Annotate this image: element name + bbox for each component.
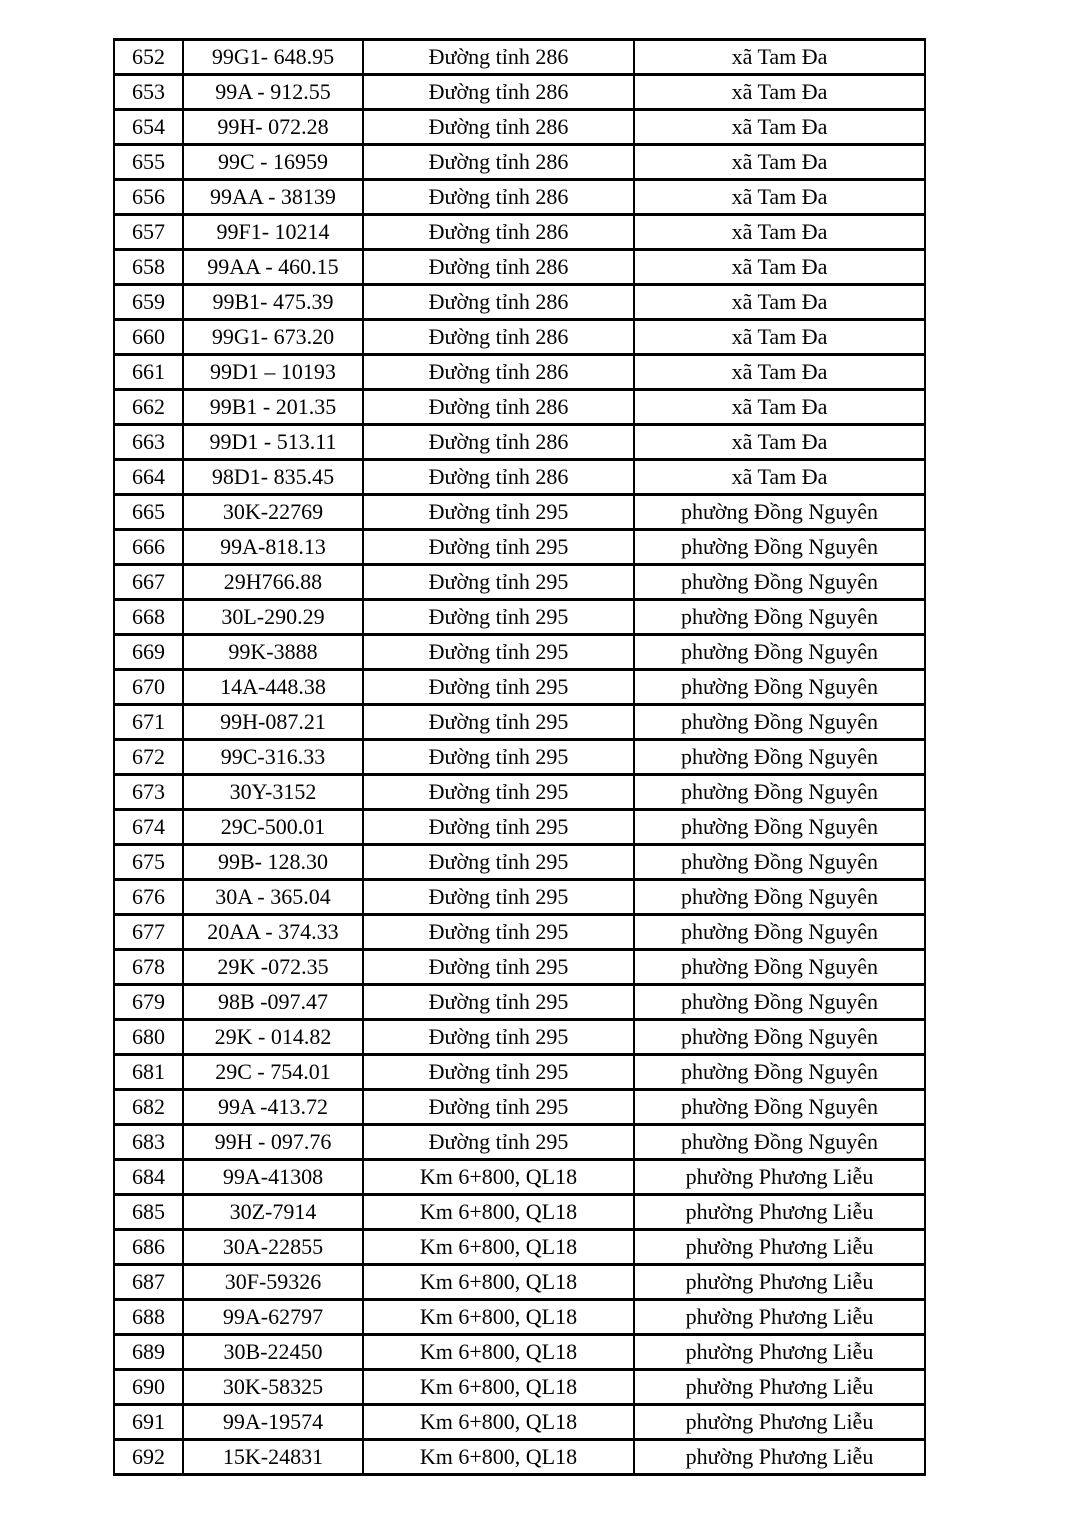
cell-location: xã Tam Đa	[634, 425, 925, 460]
cell-index: 659	[114, 285, 183, 320]
table-row	[114, 1405, 925, 1440]
cell-plate: 99K-3888	[183, 635, 363, 670]
cell-index: 666	[114, 530, 183, 565]
cell-location: phường Đồng Nguyên	[634, 1090, 925, 1125]
table-row	[114, 1195, 925, 1230]
cell-index: 683	[114, 1125, 183, 1160]
cell-road: Đường tỉnh 286	[363, 180, 634, 215]
cell-index: 681	[114, 1055, 183, 1090]
table-row	[114, 1020, 925, 1055]
cell-road: Đường tỉnh 295	[363, 705, 634, 740]
cell-road: Đường tỉnh 286	[363, 40, 634, 75]
cell-index: 676	[114, 880, 183, 915]
cell-road: Đường tỉnh 295	[363, 1020, 634, 1055]
cell-location: phường Đồng Nguyên	[634, 635, 925, 670]
cell-location: phường Đồng Nguyên	[634, 880, 925, 915]
cell-index: 677	[114, 915, 183, 950]
cell-index: 662	[114, 390, 183, 425]
cell-plate: 29C-500.01	[183, 810, 363, 845]
cell-plate: 99A - 912.55	[183, 75, 363, 110]
cell-road: Đường tỉnh 286	[363, 390, 634, 425]
cell-location: phường Đồng Nguyên	[634, 1055, 925, 1090]
table-row	[114, 495, 925, 530]
table-row	[114, 1335, 925, 1370]
cell-road: Km 6+800, QL18	[363, 1370, 634, 1405]
cell-road: Đường tỉnh 295	[363, 495, 634, 530]
cell-plate: 98B -097.47	[183, 985, 363, 1020]
table-row	[114, 390, 925, 425]
table-row	[114, 880, 925, 915]
cell-plate: 30A - 365.04	[183, 880, 363, 915]
vehicle-plate-table	[113, 38, 926, 1476]
cell-road: Km 6+800, QL18	[363, 1335, 634, 1370]
cell-plate: 99C-316.33	[183, 740, 363, 775]
cell-road: Đường tỉnh 295	[363, 775, 634, 810]
table-row	[114, 670, 925, 705]
cell-location: phường Đồng Nguyên	[634, 1125, 925, 1160]
cell-road: Km 6+800, QL18	[363, 1440, 634, 1475]
cell-location: phường Đồng Nguyên	[634, 985, 925, 1020]
cell-location: phường Đồng Nguyên	[634, 670, 925, 705]
cell-location: phường Phương Liễu	[634, 1335, 925, 1370]
cell-road: Km 6+800, QL18	[363, 1405, 634, 1440]
cell-road: Đường tỉnh 295	[363, 950, 634, 985]
table-row	[114, 460, 925, 495]
cell-location: xã Tam Đa	[634, 460, 925, 495]
cell-index: 655	[114, 145, 183, 180]
cell-road: Đường tỉnh 295	[363, 530, 634, 565]
cell-road: Đường tỉnh 295	[363, 1125, 634, 1160]
cell-index: 665	[114, 495, 183, 530]
cell-index: 658	[114, 250, 183, 285]
cell-location: xã Tam Đa	[634, 285, 925, 320]
cell-plate: 29K -072.35	[183, 950, 363, 985]
cell-index: 687	[114, 1265, 183, 1300]
cell-location: xã Tam Đa	[634, 110, 925, 145]
table-row	[114, 425, 925, 460]
cell-index: 669	[114, 635, 183, 670]
cell-road: Km 6+800, QL18	[363, 1195, 634, 1230]
cell-location: phường Đồng Nguyên	[634, 495, 925, 530]
cell-road: Đường tỉnh 295	[363, 915, 634, 950]
table-row	[114, 740, 925, 775]
cell-location: phường Đồng Nguyên	[634, 950, 925, 985]
cell-index: 661	[114, 355, 183, 390]
table-row	[114, 845, 925, 880]
cell-road: Đường tỉnh 295	[363, 1090, 634, 1125]
cell-road: Đường tỉnh 295	[363, 740, 634, 775]
cell-road: Đường tỉnh 286	[363, 215, 634, 250]
cell-road: Đường tỉnh 286	[363, 320, 634, 355]
table-row	[114, 285, 925, 320]
table-row	[114, 1160, 925, 1195]
cell-plate: 99C - 16959	[183, 145, 363, 180]
table-row	[114, 40, 925, 75]
cell-road: Đường tỉnh 286	[363, 285, 634, 320]
cell-location: phường Đồng Nguyên	[634, 845, 925, 880]
table-row	[114, 320, 925, 355]
cell-plate: 29C - 754.01	[183, 1055, 363, 1090]
cell-road: Đường tỉnh 286	[363, 145, 634, 180]
cell-location: xã Tam Đa	[634, 355, 925, 390]
cell-plate: 29K - 014.82	[183, 1020, 363, 1055]
cell-road: Đường tỉnh 295	[363, 600, 634, 635]
cell-index: 688	[114, 1300, 183, 1335]
table-row	[114, 530, 925, 565]
table-row	[114, 705, 925, 740]
cell-location: phường Đồng Nguyên	[634, 530, 925, 565]
table-row	[114, 1265, 925, 1300]
cell-location: phường Phương Liễu	[634, 1370, 925, 1405]
cell-plate: 99A-41308	[183, 1160, 363, 1195]
table-row	[114, 985, 925, 1020]
cell-plate: 14A-448.38	[183, 670, 363, 705]
cell-location: xã Tam Đa	[634, 250, 925, 285]
table-row	[114, 810, 925, 845]
cell-location: phường Đồng Nguyên	[634, 1020, 925, 1055]
cell-location: phường Phương Liễu	[634, 1230, 925, 1265]
table-row	[114, 775, 925, 810]
cell-location: xã Tam Đa	[634, 180, 925, 215]
cell-index: 656	[114, 180, 183, 215]
table-row	[114, 1300, 925, 1335]
table-row	[114, 145, 925, 180]
cell-road: Đường tỉnh 286	[363, 425, 634, 460]
cell-location: phường Phương Liễu	[634, 1440, 925, 1475]
cell-plate: 99B1 - 201.35	[183, 390, 363, 425]
cell-road: Km 6+800, QL18	[363, 1160, 634, 1195]
cell-index: 660	[114, 320, 183, 355]
cell-plate: 30Y-3152	[183, 775, 363, 810]
cell-plate: 30A-22855	[183, 1230, 363, 1265]
cell-index: 684	[114, 1160, 183, 1195]
cell-location: phường Đồng Nguyên	[634, 600, 925, 635]
cell-plate: 30B-22450	[183, 1335, 363, 1370]
table-row	[114, 1055, 925, 1090]
cell-plate: 99D1 - 513.11	[183, 425, 363, 460]
table-row	[114, 1370, 925, 1405]
cell-index: 691	[114, 1405, 183, 1440]
cell-road: Đường tỉnh 286	[363, 110, 634, 145]
cell-plate: 99AA - 460.15	[183, 250, 363, 285]
cell-index: 667	[114, 565, 183, 600]
cell-plate: 15K-24831	[183, 1440, 363, 1475]
table-row	[114, 565, 925, 600]
cell-road: Đường tỉnh 295	[363, 670, 634, 705]
cell-plate: 29H766.88	[183, 565, 363, 600]
cell-road: Đường tỉnh 295	[363, 810, 634, 845]
cell-road: Đường tỉnh 295	[363, 845, 634, 880]
cell-road: Đường tỉnh 295	[363, 565, 634, 600]
cell-road: Đường tỉnh 295	[363, 985, 634, 1020]
cell-index: 685	[114, 1195, 183, 1230]
cell-index: 657	[114, 215, 183, 250]
cell-location: phường Đồng Nguyên	[634, 565, 925, 600]
cell-index: 692	[114, 1440, 183, 1475]
cell-plate: 99B1- 475.39	[183, 285, 363, 320]
cell-index: 672	[114, 740, 183, 775]
cell-index: 680	[114, 1020, 183, 1055]
cell-index: 668	[114, 600, 183, 635]
table-row	[114, 75, 925, 110]
cell-plate: 20AA - 374.33	[183, 915, 363, 950]
cell-location: xã Tam Đa	[634, 145, 925, 180]
cell-plate: 99B- 128.30	[183, 845, 363, 880]
table-row	[114, 1125, 925, 1160]
cell-plate: 99F1- 10214	[183, 215, 363, 250]
table-row	[114, 635, 925, 670]
table-row	[114, 600, 925, 635]
cell-plate: 99A-818.13	[183, 530, 363, 565]
cell-plate: 30L-290.29	[183, 600, 363, 635]
cell-index: 674	[114, 810, 183, 845]
cell-road: Đường tỉnh 286	[363, 75, 634, 110]
table-row	[114, 1440, 925, 1475]
cell-location: xã Tam Đa	[634, 390, 925, 425]
cell-road: Đường tỉnh 286	[363, 250, 634, 285]
table-row	[114, 180, 925, 215]
cell-location: phường Đồng Nguyên	[634, 775, 925, 810]
cell-road: Đường tỉnh 295	[363, 880, 634, 915]
cell-road: Km 6+800, QL18	[363, 1300, 634, 1335]
cell-plate: 30K-22769	[183, 495, 363, 530]
cell-location: phường Đồng Nguyên	[634, 810, 925, 845]
cell-location: xã Tam Đa	[634, 75, 925, 110]
table-body	[114, 40, 925, 1475]
cell-location: phường Phương Liễu	[634, 1265, 925, 1300]
cell-location: phường Đồng Nguyên	[634, 740, 925, 775]
cell-index: 652	[114, 40, 183, 75]
cell-plate: 99A-19574	[183, 1405, 363, 1440]
table-row	[114, 215, 925, 250]
cell-index: 654	[114, 110, 183, 145]
cell-plate: 99AA - 38139	[183, 180, 363, 215]
cell-index: 670	[114, 670, 183, 705]
cell-road: Km 6+800, QL18	[363, 1265, 634, 1300]
cell-index: 664	[114, 460, 183, 495]
cell-index: 653	[114, 75, 183, 110]
cell-road: Đường tỉnh 286	[363, 355, 634, 390]
cell-plate: 99H - 097.76	[183, 1125, 363, 1160]
cell-location: xã Tam Đa	[634, 215, 925, 250]
cell-index: 679	[114, 985, 183, 1020]
cell-plate: 99A-62797	[183, 1300, 363, 1335]
cell-road: Đường tỉnh 286	[363, 460, 634, 495]
table-row	[114, 250, 925, 285]
table-row	[114, 355, 925, 390]
cell-index: 689	[114, 1335, 183, 1370]
cell-location: xã Tam Đa	[634, 320, 925, 355]
cell-location: phường Phương Liễu	[634, 1160, 925, 1195]
cell-location: phường Phương Liễu	[634, 1195, 925, 1230]
table-row	[114, 1090, 925, 1125]
cell-index: 673	[114, 775, 183, 810]
cell-plate: 99G1- 673.20	[183, 320, 363, 355]
cell-index: 686	[114, 1230, 183, 1265]
cell-plate: 30F-59326	[183, 1265, 363, 1300]
cell-index: 690	[114, 1370, 183, 1405]
cell-index: 663	[114, 425, 183, 460]
cell-plate: 99G1- 648.95	[183, 40, 363, 75]
table-row	[114, 915, 925, 950]
cell-index: 682	[114, 1090, 183, 1125]
cell-plate: 99H-087.21	[183, 705, 363, 740]
cell-plate: 30Z-7914	[183, 1195, 363, 1230]
cell-plate: 99H- 072.28	[183, 110, 363, 145]
table-row	[114, 1230, 925, 1265]
cell-plate: 98D1- 835.45	[183, 460, 363, 495]
cell-plate: 99D1 – 10193	[183, 355, 363, 390]
cell-location: phường Phương Liễu	[634, 1300, 925, 1335]
cell-location: phường Phương Liễu	[634, 1405, 925, 1440]
cell-road: Đường tỉnh 295	[363, 635, 634, 670]
table-row	[114, 950, 925, 985]
cell-road: Km 6+800, QL18	[363, 1230, 634, 1265]
cell-road: Đường tỉnh 295	[363, 1055, 634, 1090]
table-row	[114, 110, 925, 145]
cell-index: 675	[114, 845, 183, 880]
cell-plate: 30K-58325	[183, 1370, 363, 1405]
cell-index: 671	[114, 705, 183, 740]
cell-index: 678	[114, 950, 183, 985]
cell-location: xã Tam Đa	[634, 40, 925, 75]
cell-plate: 99A -413.72	[183, 1090, 363, 1125]
cell-location: phường Đồng Nguyên	[634, 915, 925, 950]
cell-location: phường Đồng Nguyên	[634, 705, 925, 740]
